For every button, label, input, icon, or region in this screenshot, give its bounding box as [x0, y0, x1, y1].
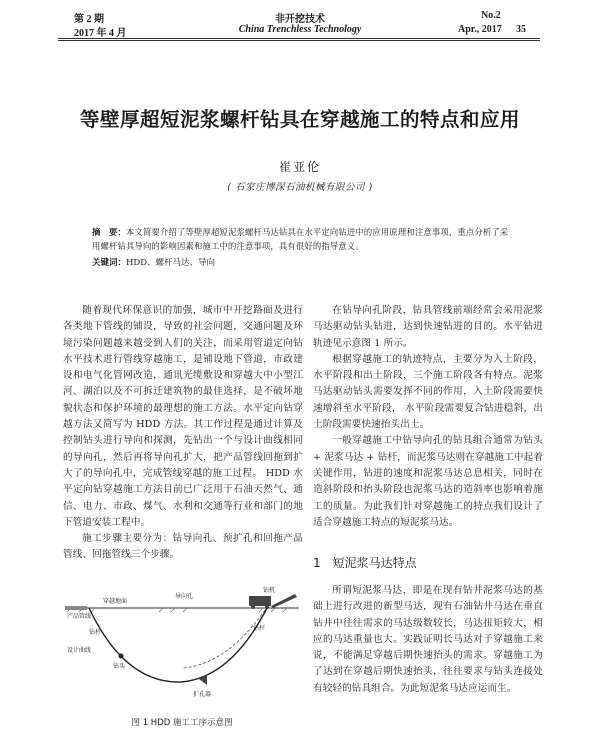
label-drill-pipe: 钻杆	[89, 629, 102, 636]
product-pipe-icon	[65, 606, 87, 610]
paragraph-short-motor: 所谓短泥浆马达，即是在现有钻井泥浆马达的基础上进行改进的新型马达，现有石油钻井马达在垂直钻井中往往需求的马达级数较长，马达扭矩较大，相应的马达重量也大。实践证明长马达对于穿越施工来说，不能满足穿越后期快速抬头的需求。穿越施工为了达到在穿越后期快速抬头，往往要求与钻头连接处有较轻的钻具组合。为此短泥浆马达应运而生。	[313, 585, 543, 694]
keywords-label: 关键词：	[92, 258, 127, 268]
paragraph-intro: 随着现代环保意识的加强，城市中开挖路面及进行各类地下管线的铺设，导致的社会问题，交通问题及环境污染问题越来越受到人们的关注，而采用管道定向钻水平技术进行管线穿越施工，是铺设地下管道，市政建设和电气化管网改造，通讯光缆敷设和穿越大中小型江河、湖泊以及不可拆迁建筑物的最佳选择，是不破坏地貌状态和保护环境的最理想的施工方法。水平定向钻穿越方法又简写为 HDD 方法。其工作过程是通过计算及控制钻头进行导向和探测，先钻出一个与设计曲线相同的导向孔，然后再将导向孔扩大，把产品管线回拖到扩大了的导向孔中，完成管线穿越的施工过程。 HDD 水平定向钻穿越施工方法目前已广泛用于石油天然气、通信、电力、市政、煤气、水利和交通等行业和部门的地下管道安装工程中。	[63, 305, 303, 528]
abstract-text: 本文简要介绍了等壁厚超短泥浆螺杆马达钻具在水平定向钻进中的应用原理和注意事项，重点分析了采用螺杆钻具导向的影响因素和施工中的注意事项，具有很好的指导意义。	[92, 227, 509, 251]
abstract	[92, 225, 512, 253]
label-reamer: 扩孔器	[193, 691, 212, 698]
label-bit: 钻头	[113, 663, 126, 670]
journal-cn: 非开挖技术	[275, 14, 325, 25]
header-rule-thin	[58, 40, 540, 41]
label-pilot: 导向孔	[175, 593, 194, 600]
date-cn: 2017 年 4 月	[74, 28, 127, 39]
section-body	[313, 583, 543, 697]
issue-cn: 第 2 期	[74, 14, 104, 25]
issue-en: No.2	[481, 10, 501, 21]
paragraph-steps: 施工步骤主要分为：钻导向孔、预扩孔和回拖产品管线、回拖管线三个步骤。	[63, 533, 303, 561]
label-design-curve: 设计曲线	[67, 647, 92, 654]
body-left-column	[63, 303, 303, 564]
pilot-hole-path	[183, 610, 265, 668]
paragraph-bha: 一般穿越施工中钻导向孔的钻具组合通常为钻头 + 泥浆马达 + 钻杆，而泥浆马达则在穿越施工中起着关键作用，钻进的速度和泥浆马达总息相关，同时在造斜阶段和抬头阶段也泥浆马达的造斜率也影响着施工的质量。为此我们针对穿越施工的特点我们设计了适合穿越施工特点的短泥浆马达。	[313, 435, 543, 528]
header-rule	[58, 38, 540, 39]
author-name: 崔亚伦	[278, 160, 321, 174]
body-right-column	[313, 303, 543, 531]
abstract-label: 摘 要：	[92, 227, 126, 237]
bit-icon	[119, 654, 124, 659]
label-surface: 穿越地面	[103, 598, 128, 605]
paragraph-pilot-stage: 在钻导向孔阶段，钻具管线前端经常会采用泥浆马达驱动钻头钻进，达到快速钻进的目的。水平钻进轨迹见示意图 1 所示。	[313, 305, 543, 349]
article-title: 等壁厚超短泥浆螺杆钻具在穿越施工的特点和应用	[79, 108, 520, 131]
figure-hdd-process	[63, 586, 301, 714]
journal-en: China Trenchless Technology	[238, 24, 362, 35]
page-number: 35	[516, 24, 526, 35]
design-curve-path	[89, 608, 267, 682]
keywords	[92, 256, 215, 268]
keywords-text: HDD、螺杆马达、导向	[126, 258, 216, 268]
date-en: Apr., 2017	[458, 24, 502, 35]
paragraph-trajectory: 根据穿越施工的轨迹特点，主要分为入土阶段，水平阶段和出土阶段，三个施工阶段各有特点。泥浆马达驱动钻头需要发挥不同的作用，入土阶段需要快速增斜至水平阶段， 水平阶段需要复合钻进稳斜，出土阶段需要快速抬头出土。	[313, 353, 543, 431]
section-heading: 1 短泥浆马达特点	[313, 556, 417, 570]
label-product-pipe: 产品管线	[67, 613, 92, 620]
hdd-diagram	[63, 586, 301, 714]
drill-rig-icon	[249, 594, 297, 609]
author-affiliation: ( 石家庄博深石油机械有限公司 )	[227, 182, 373, 193]
figure-caption: 图 1 HDD 施工工序示意图	[131, 718, 233, 728]
label-rig: 钻机	[263, 587, 276, 594]
label-exit-drill-pipe: 钻杆	[253, 625, 266, 632]
